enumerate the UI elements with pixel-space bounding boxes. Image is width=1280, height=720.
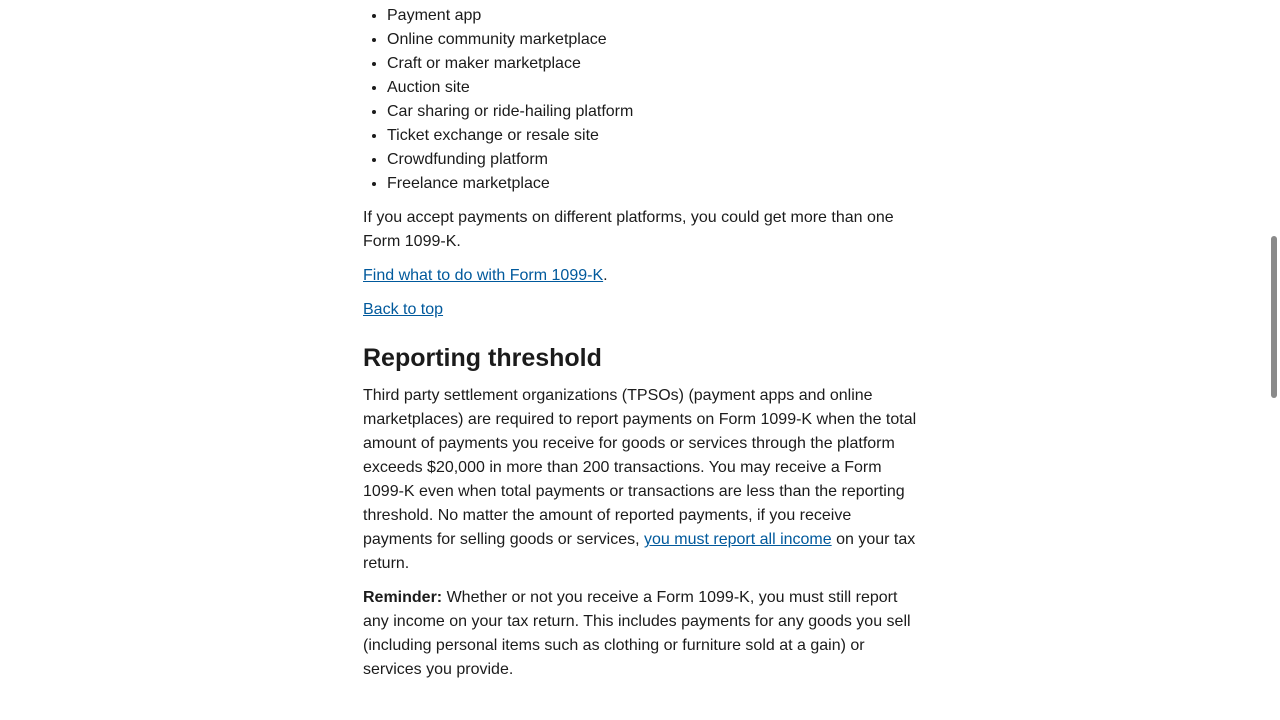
page-scrollbar[interactable] xyxy=(1268,0,1280,720)
threshold-text-part1: Third party settlement organizations (TPSOs) (payment apps and online marketplaces) are required to report payments on Form 1099-K when the total amount of payments you receive for goods or services through the platform exceeds $20,000 in more than 200 transactions. You may receive a Form 1099-K even when total payments or transactions are less than the reporting threshold. No matter the amount of reported payments, if you receive payments for selling goods or services, xyxy=(363,387,917,548)
threshold-text-part2: on your tax return. xyxy=(363,531,916,572)
reminder-label: Reminder: xyxy=(363,589,443,606)
report-all-income-link[interactable]: you must report all income xyxy=(644,531,832,548)
reporting-threshold-heading: Reporting threshold xyxy=(363,344,602,372)
list-item: • Crowdfunding platform xyxy=(387,148,923,172)
list-item: • Freelance marketplace xyxy=(387,172,923,196)
find-link-suffix: . xyxy=(603,267,608,284)
reporting-threshold-paragraph xyxy=(363,384,923,576)
list-item: • Auction site xyxy=(387,76,923,100)
back-to-top-link[interactable]: Back to top xyxy=(363,301,444,318)
reminder-paragraph xyxy=(363,586,923,682)
list-item: • Craft or maker marketplace xyxy=(387,52,923,76)
reminder-text: Whether or not you receive a Form 1099-K, you must still report any income on your tax return. This includes payments for any goods you sell (including personal items such as clothing or furniture sold at a gain) or services you provide. xyxy=(363,589,911,678)
find-form-1099k-link[interactable]: Find what to do with Form 1099-K xyxy=(363,267,604,284)
main-content xyxy=(363,4,923,682)
scrollbar-thumb[interactable] xyxy=(1271,236,1277,398)
list-item: • Payment app xyxy=(387,4,923,28)
find-form-paragraph xyxy=(363,264,923,288)
platform-list xyxy=(363,4,923,196)
multiple-forms-paragraph: If you accept payments on different platforms, you could get more than one Form 1099-K. xyxy=(363,209,894,250)
back-to-top-paragraph xyxy=(363,298,923,322)
list-item: • Ticket exchange or resale site xyxy=(387,124,923,148)
list-item: • Car sharing or ride-hailing platform xyxy=(387,100,923,124)
list-item: • Online community marketplace xyxy=(387,28,923,52)
